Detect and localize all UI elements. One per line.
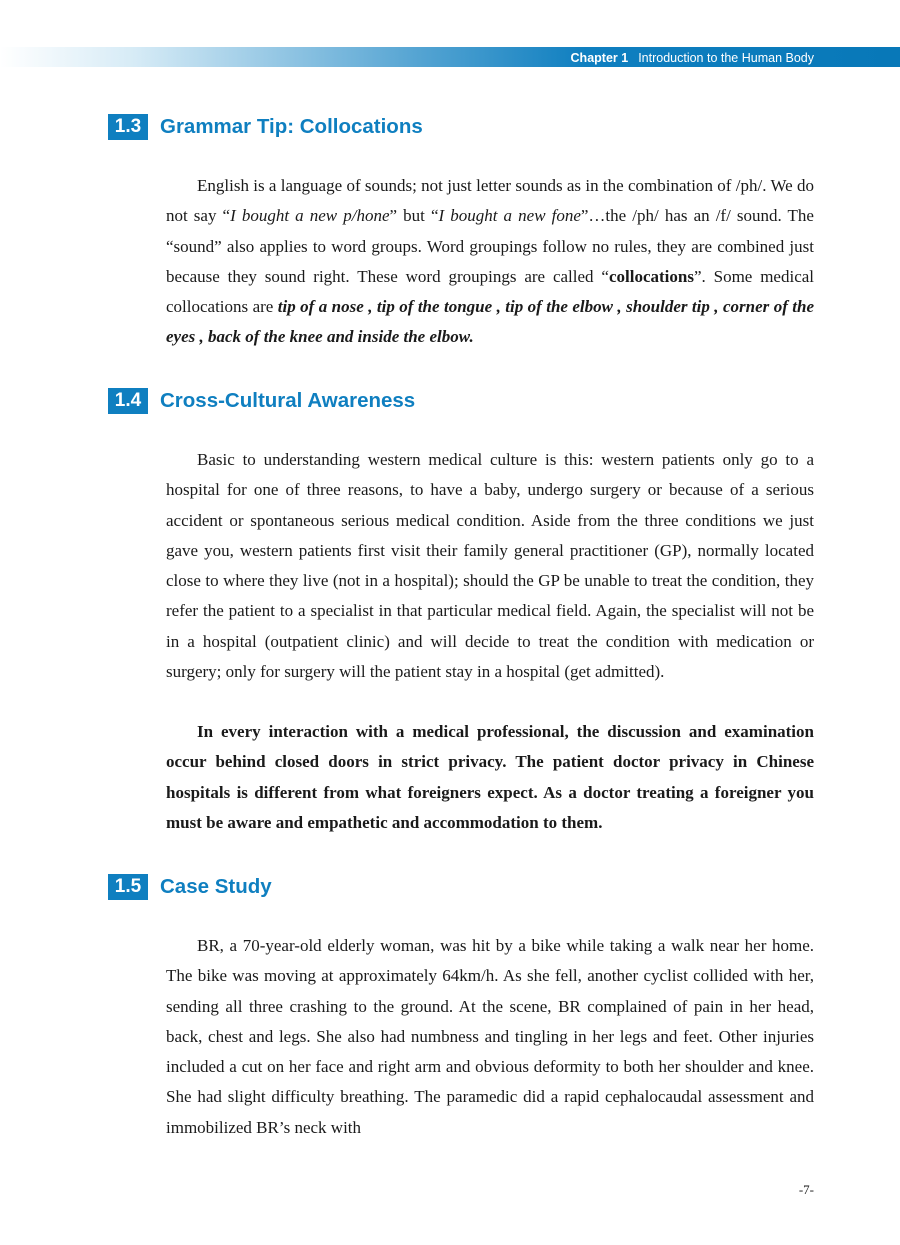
bold-term: collocations	[608, 266, 694, 286]
paragraph-collocations	[166, 171, 814, 353]
text-run: ”. Some medical collocations are	[166, 266, 815, 317]
section-number: 1.5	[108, 874, 148, 900]
collocation-examples: tip of a nose , tip of the tongue , tip of the elbow , shoulder tip , corner of the eyes , back of the knee and inside the elbow.	[166, 297, 815, 347]
section-number: 1.3	[108, 114, 148, 140]
text-run: English is a language of sounds; not just letter sounds as in the combination of /ph/. We do not say “	[166, 176, 814, 226]
section-title: Case Study	[160, 875, 272, 898]
paragraph-western-culture: Basic to understanding western medical culture is this: western patients only go to a hospital for one of three reasons, to have a baby, undergo surgery or because of a serious accident or spontaneous serious medical condition. Aside from the three conditions we just gave you, western patients first visit their family general practitioner (GP), normally located close to where they live (not in a hospital); should the GP be unable to treat the condition, they refer the patient to a specialist in that particular medical field. Again, the specialist will not be in a hospital (outpatient clinic) and will decide to treat the condition with medication or surgery; only for surgery will the patient stay in a hospital (get admitted).	[166, 450, 814, 682]
chapter-label: Chapter 1	[570, 51, 629, 65]
paragraph-privacy: In every interaction with a medical professional, the discussion and examination occur behind closed doors in strict privacy. The patient doctor privacy in Chinese hospitals is different from what foreigners expect. As a doctor treating a foreigner you must be aware and empathetic and accommodation to them.	[166, 722, 814, 832]
text-run: ”…the /ph/ has an /f/ sound. The “sound” also applies to word groups. Word groupings follow no rules, they are combined just because they sound right. These word groupings are called “	[166, 206, 814, 286]
text-run: ” but “	[389, 206, 439, 226]
chapter-title: Introduction to the Human Body	[638, 51, 814, 65]
italic-example: I bought a new fone	[438, 206, 581, 226]
section-title: Grammar Tip: Collocations	[160, 115, 423, 138]
page-number: -7-	[798, 1182, 814, 1197]
section-title: Cross-Cultural Awareness	[160, 389, 416, 412]
paragraph-case-study: BR, a 70-year-old elderly woman, was hit by a bike while taking a walk near her home. The bike was moving at approximately 64km/h. As she fell, another cyclist collided with her, sending all three crashing to the ground. At the scene, BR complained of pain in her head, back, chest and legs. She also had numbness and tingling in her legs and feet. Other injuries included a cut on her face and right arm and obvious deformity to both her shoulder and knee. She had slight difficulty breathing. The paramedic did a rapid cephalocaudal assessment and immobilized BR’s neck with	[166, 936, 814, 1137]
chapter-header	[571, 49, 814, 67]
section-number: 1.4	[108, 388, 148, 414]
italic-example: I bought a new p/hone	[230, 206, 390, 226]
